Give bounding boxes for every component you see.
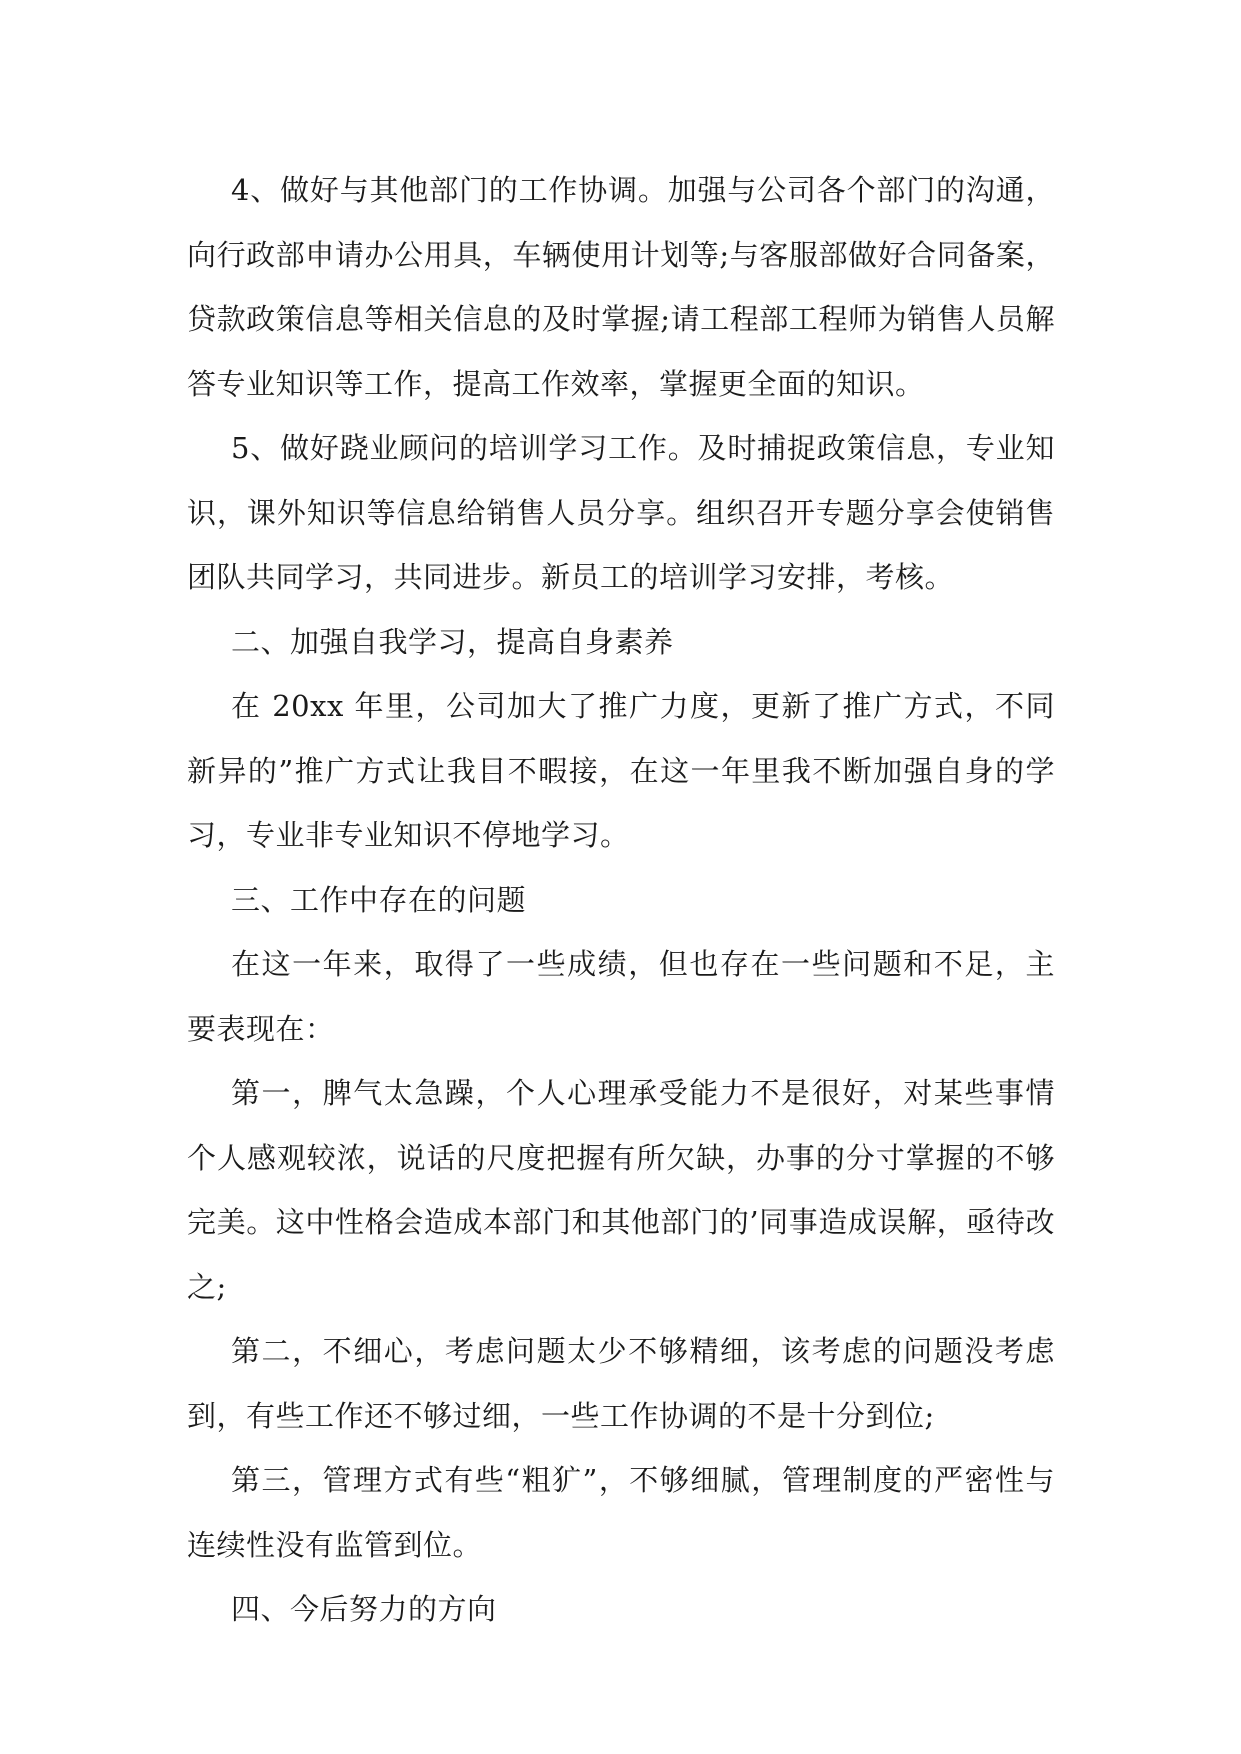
document-body — [187, 158, 1055, 1642]
paragraph-training: 5、做好跷业顾问的培训学习工作。及时捕捉政策信息，专业知识，课外知识等信息给销售人员分享。组织召开专题分享会使销售团队共同学习，共同进步。新员工的培训学习安排，考核。 — [187, 431, 1055, 594]
paragraph-problem-first: 第一，脾气太急躁，个人心理承受能力不是很好，对某些事情个人感观较浓，说话的尺度把握有所欠缺，办事的分寸掌握的不够完美。这中性格会造成本部门和其他部门的’同事造成误解，亟待改之; — [187, 1076, 1055, 1304]
section-heading-problems: 三、工作中存在的问题 — [231, 882, 527, 917]
section-heading-self-study: 二、加强自我学习，提高自身素养 — [231, 624, 674, 659]
section-heading-future-direction: 四、今后努力的方向 — [231, 1592, 497, 1626]
paragraph-problems-intro: 在这一年来，取得了一些成绩，但也存在一些问题和不足，主要表现在： — [187, 947, 1055, 1046]
paragraph-problem-third: 第三，管理方式有些“粗犷”，不够细腻，管理制度的严密性与连续性没有监管到位。 — [187, 1463, 1055, 1562]
paragraph-self-study: 在 20xx 年里，公司加大了推广力度，更新了推广方式，不同新异的”推广方式让我目不暇接，在这一年里我不断加强自身的学习，专业非专业知识不停地学习。 — [187, 689, 1055, 852]
paragraph-problem-second: 第二，不细心，考虑问题太少不够精细，该考虑的问题没考虑到，有些工作还不够过细，一些工作协调的不是十分到位; — [187, 1334, 1055, 1433]
paragraph-coordination: 4、做好与其他部门的工作协调。加强与公司各个部门的沟通，向行政部申请办公用具，车辆使用计划等;与客服部做好合同备案，贷款政策信息等相关信息的及时掌握;请工程部工程师为销售人员解答专业知识等工作，提高工作效率，掌握更全面的知识。 — [187, 173, 1055, 401]
